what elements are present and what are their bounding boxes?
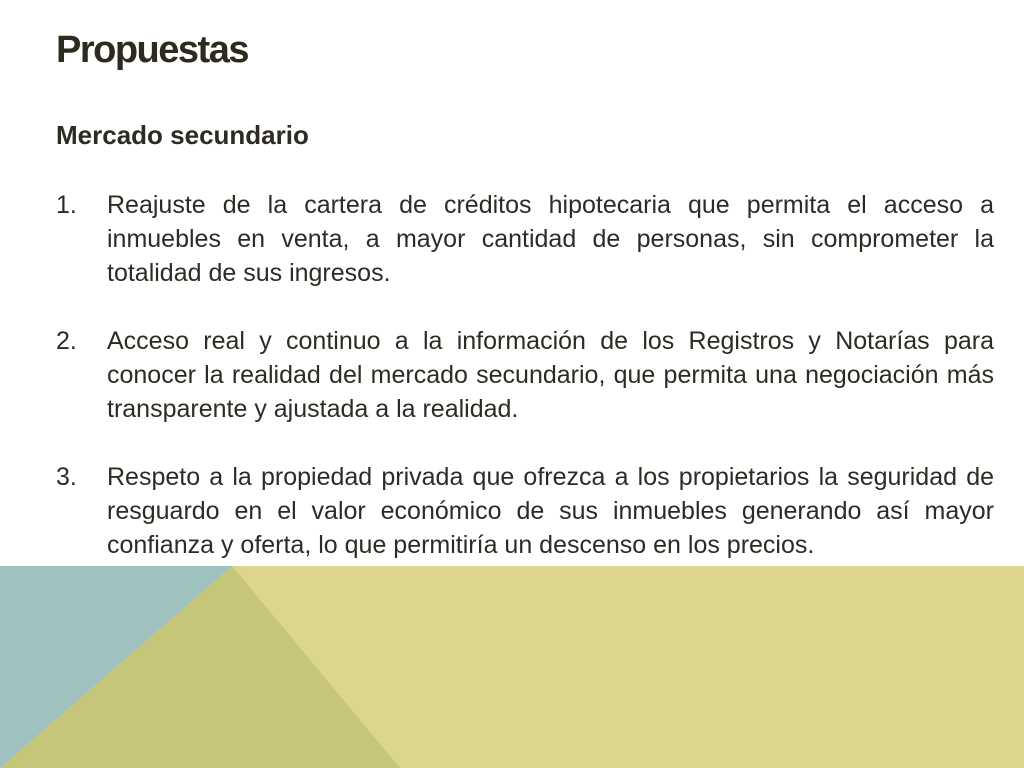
proposal-list	[56, 188, 994, 596]
slide-subtitle: Mercado secundario	[56, 120, 309, 150]
list-item-text: Acceso real y continuo a la información de los Registros y Notarías para conocer la realidad del mercado secundario, que permita una negociación más transparente y ajustada a la realidad.	[107, 327, 994, 423]
slide-title: Propuestas	[56, 29, 248, 71]
list-item	[56, 188, 994, 290]
list-item-number: 2.	[56, 327, 77, 355]
list-item-number: 3.	[56, 463, 77, 491]
list-item-number: 1.	[56, 191, 77, 219]
list-item-text: Reajuste de la cartera de créditos hipotecaria que permita el acceso a inmuebles en venta, a mayor cantidad de personas, sin comprometer la totalidad de sus ingresos.	[107, 191, 994, 287]
list-item	[56, 324, 994, 426]
list-item-text: Respeto a la propiedad privada que ofrezca a los propietarios la seguridad de resguardo en el valor económico de sus inmuebles generando así mayor confianza y oferta, lo que permitiría un descenso en los precios.	[107, 463, 994, 559]
list-item	[56, 460, 994, 562]
